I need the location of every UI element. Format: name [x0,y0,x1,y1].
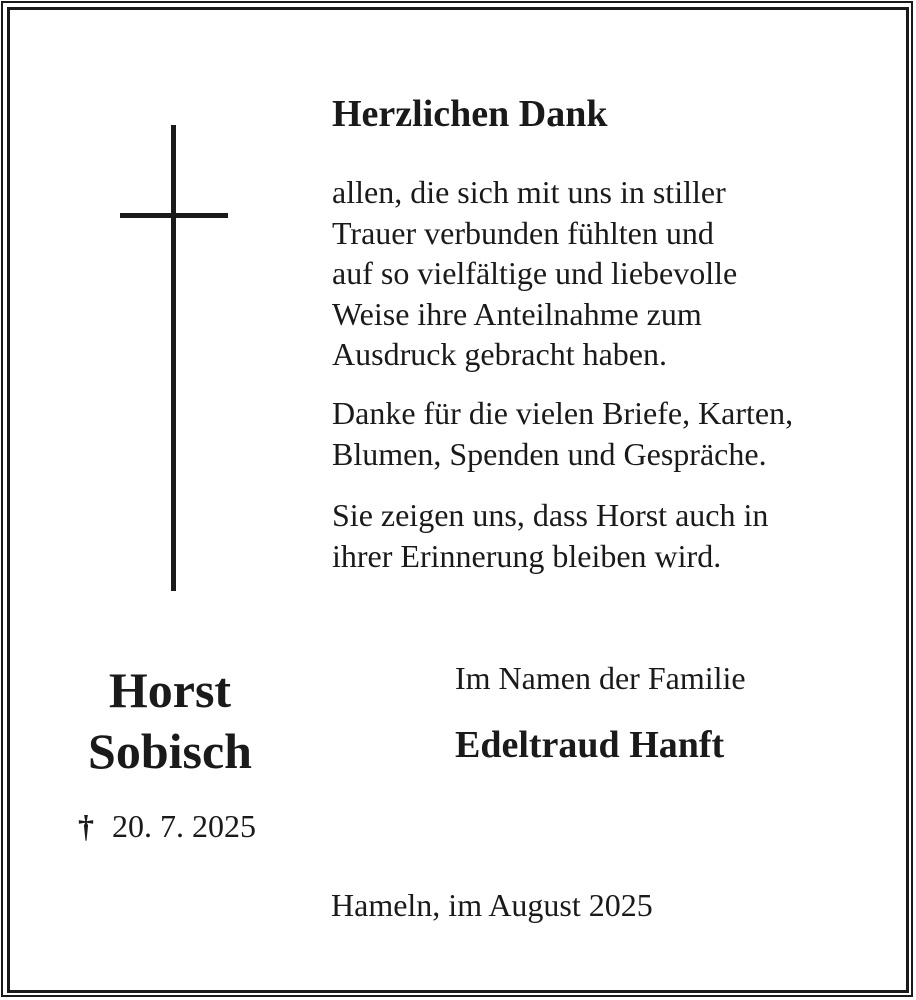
paragraph-line: Ausdruck gebracht haben. [332,336,667,372]
paragraph-line: Weise ihre Anteilnahme zum [332,295,702,332]
place-date: Hameln, im August 2025 [331,887,653,923]
dagger-icon: † [78,808,94,844]
gratitude-paragraph [332,393,793,474]
paragraph-line: allen, die sich mit uns in stiller [332,174,726,210]
last-name: Sobisch [88,723,252,779]
cross-horizontal-bar [120,213,228,218]
paragraph-line: Trauer verbunden fühlten und [332,214,714,251]
memory-paragraph [332,495,768,576]
cross-vertical-bar [171,125,176,591]
paragraph-line: Sie zeigen uns, dass Horst auch in [332,497,769,533]
heading: Herzlichen Dank [332,93,608,135]
deceased-name [50,660,290,782]
death-date-line [78,806,256,846]
paragraph-line: ihrer Erinnerung bleiben wird. [332,537,722,574]
family-intro: Im Namen der Familie [455,660,746,696]
paragraph-line: Danke für die vielen Briefe, Karten, [332,395,794,431]
signer-name: Edeltraud Hanft [455,724,725,766]
death-date: 20. 7. 2025 [112,808,256,844]
first-name: Horst [108,662,232,718]
paragraph-line: Blumen, Spenden und Gespräche. [332,435,767,472]
paragraph-line: auf so vielfältige und liebevolle [332,255,738,291]
thanks-paragraph [332,172,737,375]
